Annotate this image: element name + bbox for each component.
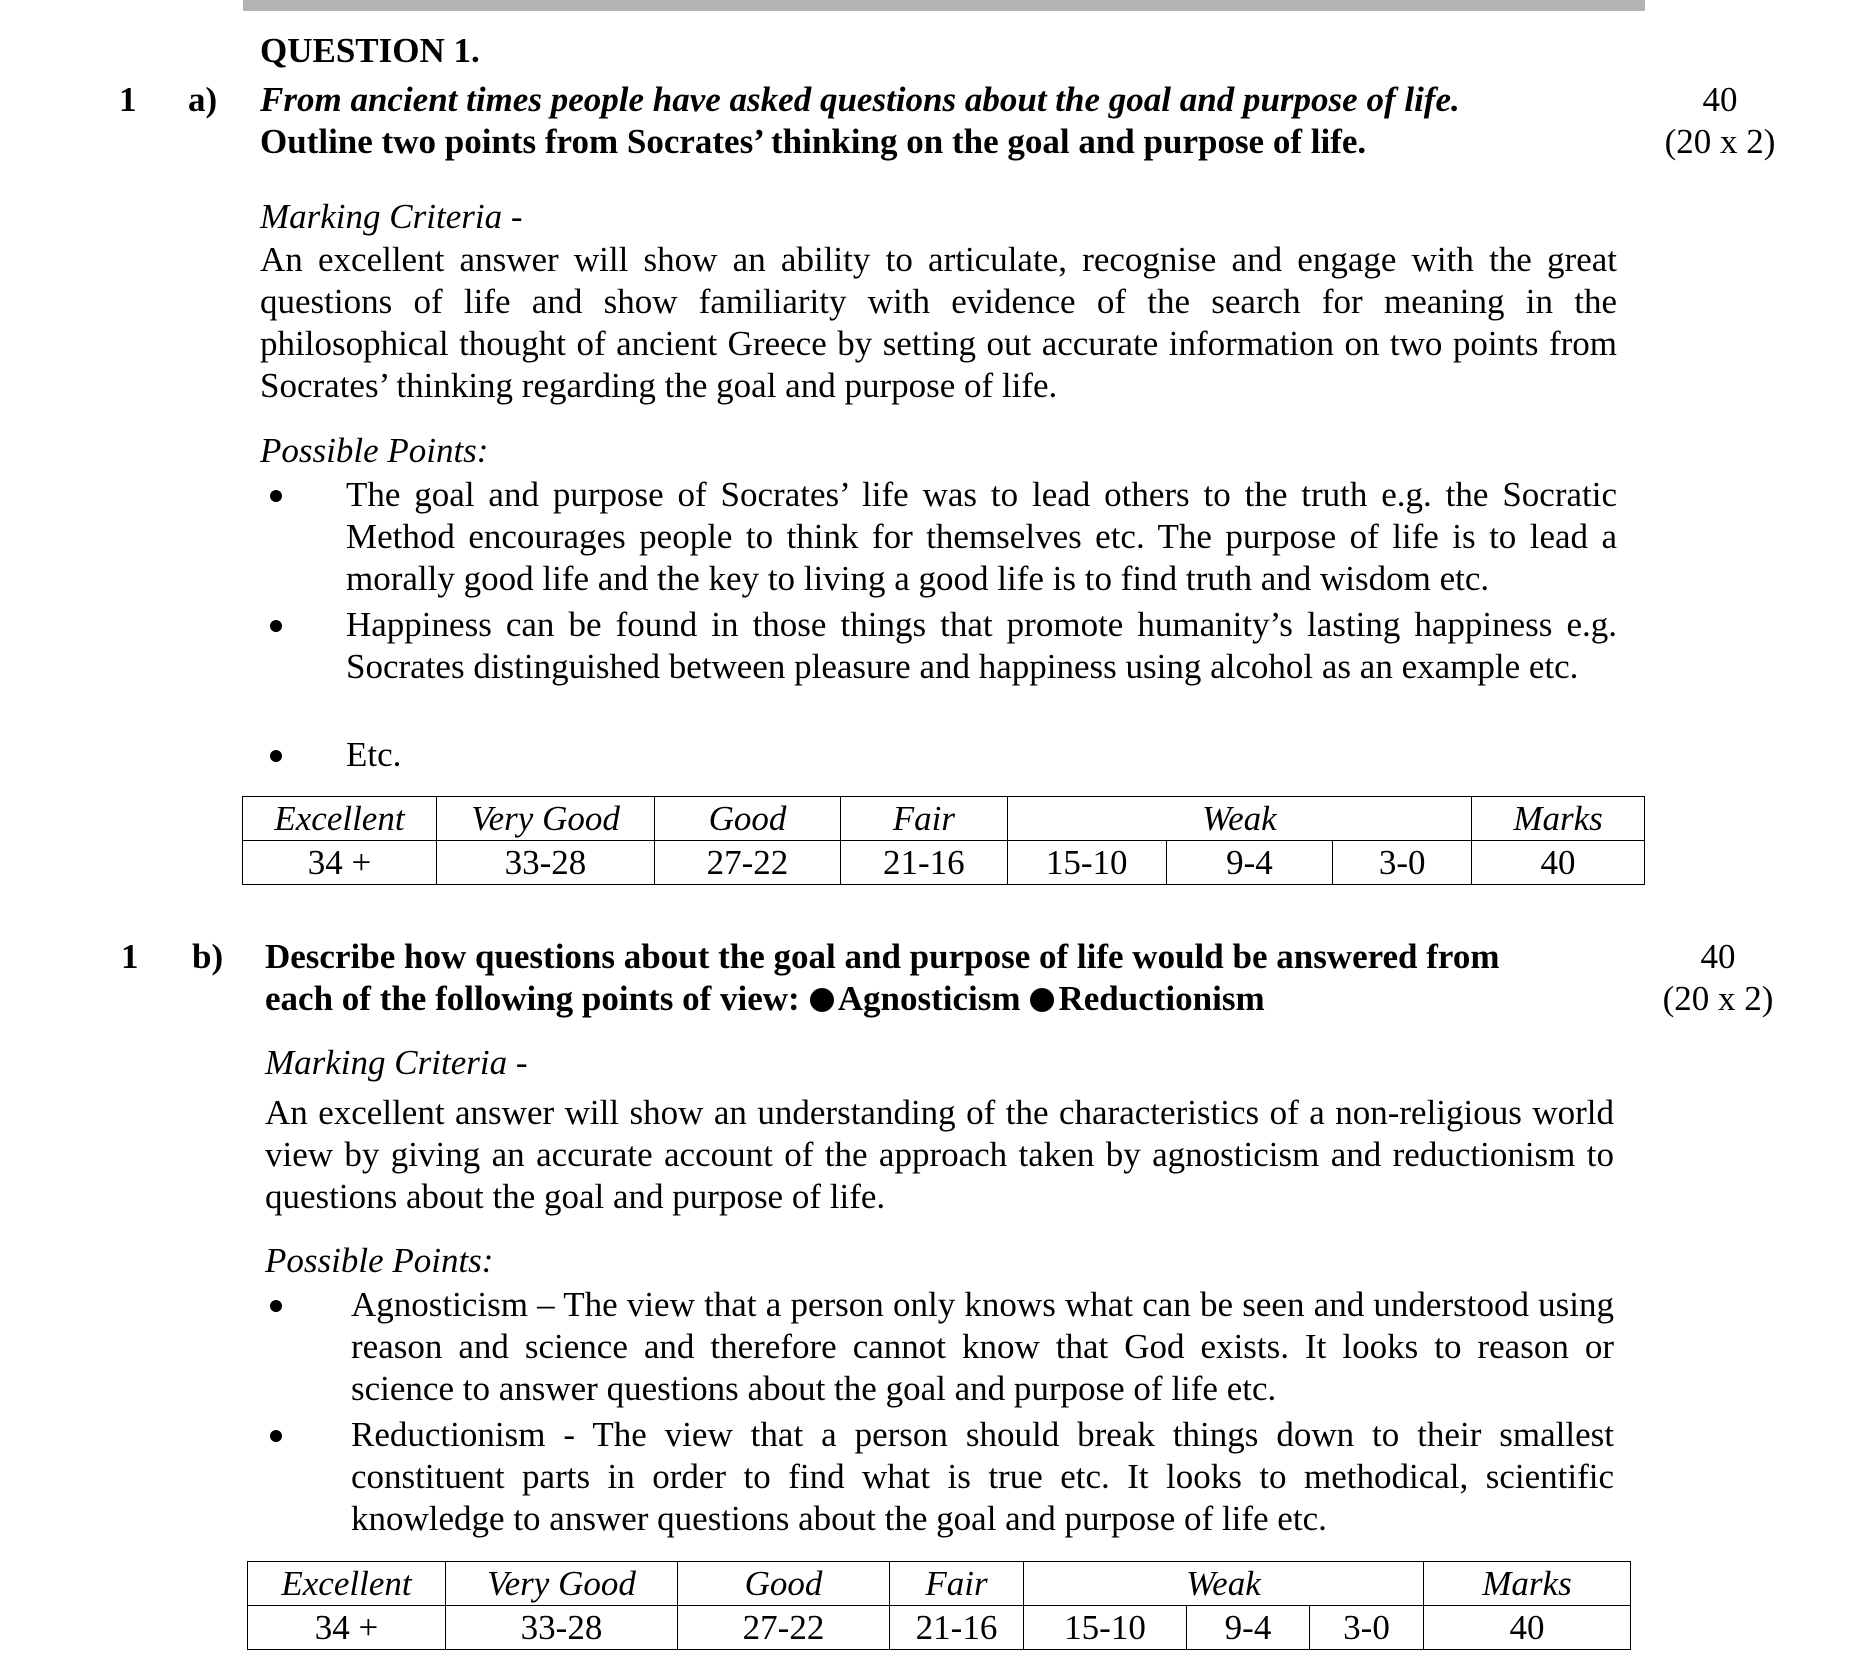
bullet-icon xyxy=(810,988,834,1012)
q1a-question-line2: Outline two points from Socrates’ thinking on the goal and purpose of life. xyxy=(260,122,1367,161)
q1b-question-line2-text: each of the following points of view: xyxy=(265,979,800,1018)
q1b-point-2: Reductionism - The view that a person should break things down to their smallest constituent parts in order to find what is true etc. It looks to methodical, scientific knowledge to answer questions about the goal and purpose of life etc. xyxy=(351,1415,1614,1538)
q1a-point-3: Etc. xyxy=(346,735,402,774)
grade-value: 27-22 xyxy=(678,1606,890,1650)
q1b-letter: b) xyxy=(192,937,224,976)
q1a-criteria-label: Marking Criteria - xyxy=(260,197,523,236)
bullet-icon xyxy=(270,1430,282,1442)
grade-value: 33-28 xyxy=(446,1606,678,1650)
q1b-criteria-text: An excellent answer will show an understanding of the characteristics of a non-religious world view by giving an accurate account of the approach taken by agnosticism and reductionism to questions about the goal and purpose of life. xyxy=(265,1093,1614,1216)
q1b-marks-split: (20 x 2) xyxy=(1662,979,1774,1018)
q1a-point-2: Happiness can be found in those things that promote humanity’s lasting happiness e.g. Socrates distinguished between pleasure and happiness using alcohol as an example etc. xyxy=(346,605,1617,686)
q1b-points-label: Possible Points: xyxy=(265,1241,494,1280)
q1b-point-1: Agnosticism – The view that a person only knows what can be seen and understood using reason and science and therefore cannot know that God exists. It looks to reason or science to answer questions about the goal and purpose of life etc. xyxy=(351,1285,1614,1408)
grade-header-fair: Fair xyxy=(890,1562,1024,1606)
bullet-icon xyxy=(1030,988,1054,1012)
grade-value: 27-22 xyxy=(655,841,841,885)
grade-value: 33-28 xyxy=(436,841,654,885)
grade-header-marks: Marks xyxy=(1472,797,1645,841)
bullet-icon xyxy=(270,1300,282,1312)
grade-value: 40 xyxy=(1424,1606,1631,1650)
grade-value: 15-10 xyxy=(1024,1606,1187,1650)
q1a-question-line1: From ancient times people have asked questions about the goal and purpose of life. xyxy=(260,80,1460,119)
grade-header-marks: Marks xyxy=(1424,1562,1631,1606)
grade-value: 9-4 xyxy=(1166,841,1333,885)
grade-header-fair: Fair xyxy=(840,797,1007,841)
bullet-icon xyxy=(270,750,282,762)
q1a-point-1: The goal and purpose of Socrates’ life was to lead others to the truth e.g. the Socratic Method encourages people to think for themselves etc. The purpose of life is to lead a morally good life and the key to living a good life is to find truth and wisdom etc. xyxy=(346,475,1617,598)
q1b-view-reductionism: Reductionism xyxy=(1058,979,1265,1018)
grade-value: 9-4 xyxy=(1187,1606,1310,1650)
q1a-number: 1 xyxy=(119,80,137,119)
top-rule xyxy=(243,0,1645,11)
grade-value: 3-0 xyxy=(1310,1606,1424,1650)
grade-header-weak: Weak xyxy=(1024,1562,1424,1606)
q1a-marks-split: (20 x 2) xyxy=(1664,122,1776,161)
bullet-icon xyxy=(270,620,282,632)
grade-value: 15-10 xyxy=(1007,841,1166,885)
grade-value: 34 + xyxy=(243,841,437,885)
q1a-criteria-text: An excellent answer will show an ability to articulate, recognise and engage with the great questions of life and show familiarity with evidence of the search for meaning in the philosophical thought of ancient Greece by setting out accurate information on two points from Socrates’ thinking regarding the goal and purpose of life. xyxy=(260,240,1617,405)
grade-value: 21-16 xyxy=(840,841,1007,885)
grade-header-very-good: Very Good xyxy=(436,797,654,841)
grade-value: 34 + xyxy=(248,1606,446,1650)
q1b-grade-table xyxy=(247,1561,1631,1650)
grade-header-excellent: Excellent xyxy=(248,1562,446,1606)
q1b-criteria-label: Marking Criteria - xyxy=(265,1043,528,1082)
grade-header-weak: Weak xyxy=(1007,797,1471,841)
grade-value: 21-16 xyxy=(890,1606,1024,1650)
grade-value: 40 xyxy=(1472,841,1645,885)
q1b-question-line1: Describe how questions about the goal and purpose of life would be answered from xyxy=(265,937,1500,976)
q1b-view-agnosticism: Agnosticism xyxy=(837,979,1021,1018)
grade-header-good: Good xyxy=(655,797,841,841)
q1a-points-label: Possible Points: xyxy=(260,431,489,470)
q1a-letter: a) xyxy=(188,80,218,119)
question-heading: QUESTION 1. xyxy=(260,31,480,70)
q1b-number: 1 xyxy=(121,937,139,976)
q1b-marks: 40 xyxy=(1700,937,1736,976)
bullet-icon xyxy=(270,490,282,502)
q1b-question-line2 xyxy=(265,978,1265,1020)
grade-header-good: Good xyxy=(678,1562,890,1606)
q1a-grade-table xyxy=(242,796,1645,885)
grade-header-excellent: Excellent xyxy=(243,797,437,841)
q1a-marks: 40 xyxy=(1702,80,1738,119)
grade-header-very-good: Very Good xyxy=(446,1562,678,1606)
grade-value: 3-0 xyxy=(1333,841,1472,885)
